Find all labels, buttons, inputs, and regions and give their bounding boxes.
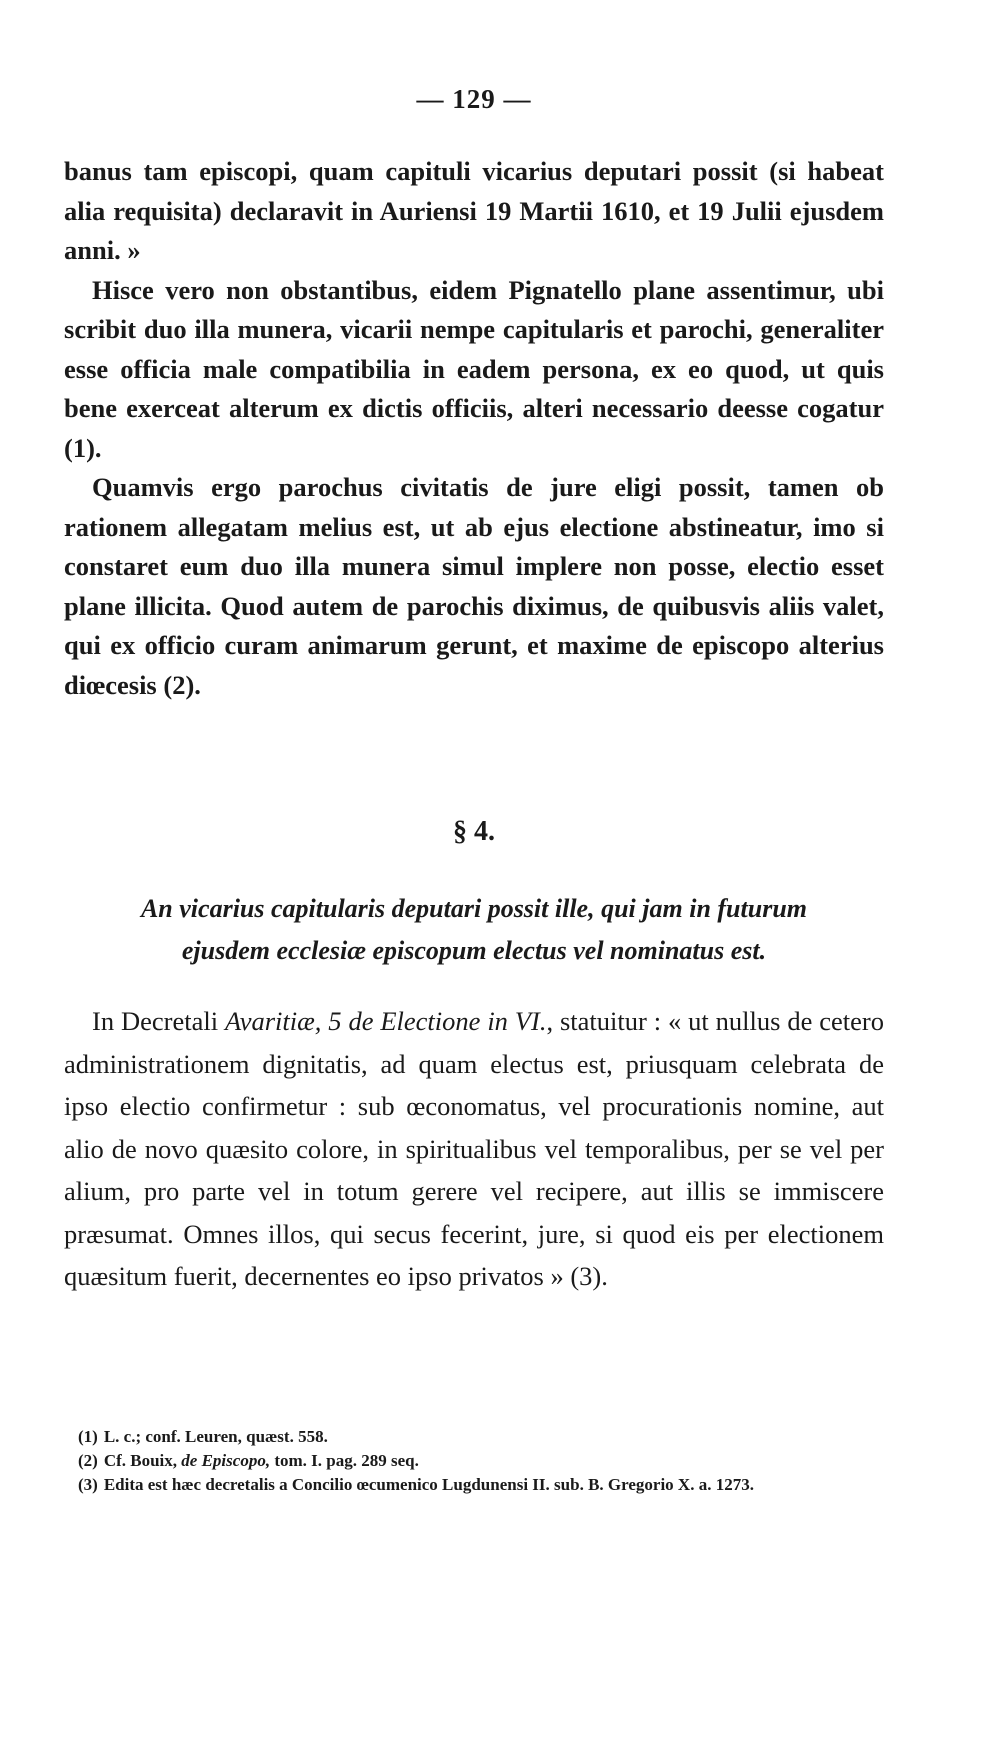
footnote-marker: (1) — [78, 1427, 98, 1446]
section-title — [64, 888, 884, 972]
footnote — [78, 1449, 884, 1473]
footnote-italic-text: de Episcopo, — [181, 1451, 271, 1470]
page-number: — 129 — — [416, 84, 532, 114]
section-body — [64, 1000, 884, 1298]
book-page — [64, 0, 884, 1751]
quotation-text: , statuitur : « ut nullus de cetero administrationem dignitatis, ad quam electus est, priusquam celebrata de ipso electio confirmetur : sub œconomatus, vel procurationis nomine, aut alio de novo quæsito colore, in spiritualibus vel temporalibus, per se vel per alium, pro parte vel in totum gerere vel recipere, aut illis se immiscere præsumat. Omnes illos, qui secus fecerint, jure, si quod eis per electionem quæsitum fuerit, decernentes eo ipso privatos » (3). — [64, 1006, 884, 1291]
intro-text: In Decretali — [92, 1006, 225, 1036]
footnote — [78, 1425, 884, 1449]
footnote-text: tom. I. pag. 289 seq. — [270, 1451, 419, 1470]
section-title-line: An vicarius capitularis deputari possit ille, qui jam in futurum — [140, 894, 808, 923]
footnote-marker: (3) — [78, 1475, 98, 1494]
paragraph: Hisce vero non obstantibus, eidem Pignatello plane assentimur, ubi scribit duo illa munera, vicarii nempe capitularis et parochi, generaliter esse officia male compatibilia in eadem persona, ex eo quod, ut quis bene exerceat alterum ex dictis officiis, alteri necessario deesse cogatur (1). — [64, 274, 884, 463]
footnote-marker: (2) — [78, 1451, 98, 1470]
paragraph-continuation: banus tam episcopi, quam capituli vicarius deputari possit (si habeat alia requisita) declaravit in Auriensi 19 Martii 1610, et 19 Julii ejusdem anni. » — [64, 156, 884, 265]
footnote-text: Edita est hæc decretalis a Concilio œcumenico Lugdunensi II. sub. B. Gregorio X. a. 1273. — [103, 1475, 754, 1494]
body-text — [64, 152, 884, 705]
footnote-text: Cf. Bouix, — [103, 1451, 182, 1470]
footnotes — [78, 1425, 884, 1497]
section-title-line: ejusdem ecclesiæ episcopum electus vel nominatus est. — [181, 936, 767, 965]
section-paragraph — [64, 1000, 884, 1298]
paragraph: Quamvis ergo parochus civitatis de jure eligi possit, tamen ob rationem allegatam melius est, ut ab ejus electione abstineatur, imo si constaret eum duo illa munera simul implere non posse, electio esset plane illicita. Quod autem de parochis diximus, de quibusvis aliis valet, qui ex officio curam animarum gerunt, et maxime de episcopo alterius diœcesis (2). — [64, 472, 884, 700]
footnote-text: L. c.; conf. Leuren, quæst. 558. — [103, 1427, 328, 1446]
section-heading: § 4. — [453, 816, 495, 847]
footnote — [78, 1473, 884, 1497]
decretal-reference: Avaritiæ, 5 de Electione in VI. — [224, 1006, 547, 1036]
